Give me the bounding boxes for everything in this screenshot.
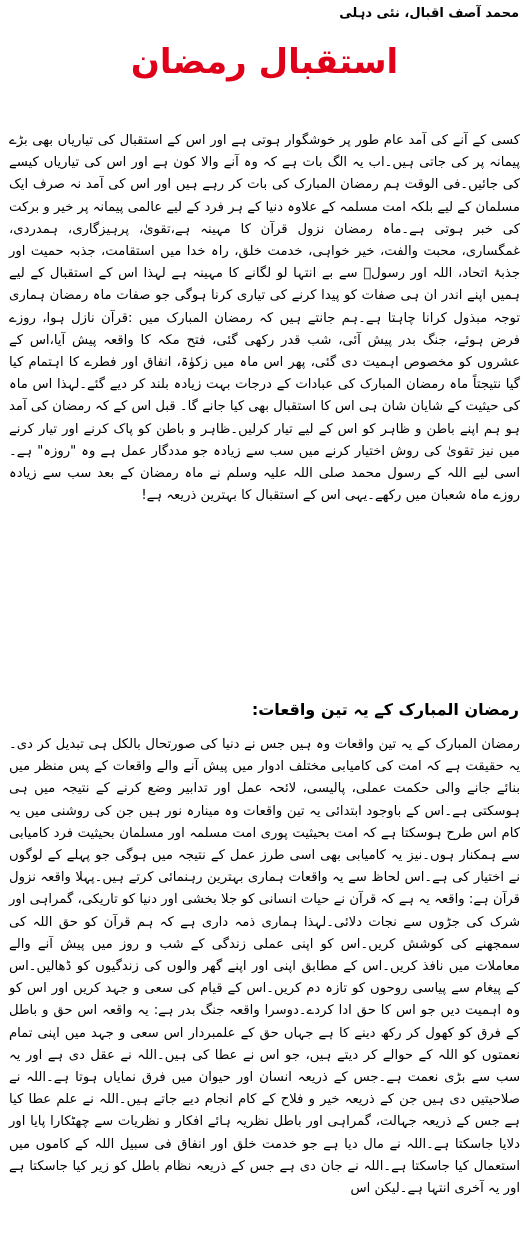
author-byline: محمد آصف اقبال، نئی دہلی	[339, 6, 519, 21]
page-title: استقبال رمضان	[130, 42, 399, 82]
section-heading: رمضان المبارک کے یہ تین واقعات:	[251, 700, 519, 719]
article-paragraph-events	[9, 734, 520, 1200]
paragraph-text: رمضان المبارک کے یہ تین واقعات وہ ہیں جس نے دنیا کی صورتحال بالکل ہی تبدیل کر دی۔یہ حقیقت ہے کہ امت کی کامیابی مختلف ادوار میں پیش آنے والے واقعات کے پس منظر میں بنائے جانے والی حکمت عملی، پالیسی، لائحہ عمل اور تدابیر وضع کرنے کے نتیجہ میں ہی ہوسکتی ہے۔اس کے باوجود ابتدائی یہ تین واقعات وہ مینارہ نور ہیں جن کی روشنی میں یہ کام اس طرح ہوسکتا ہے کہ امت بحیثیت پوری امت مسلمہ اور مسلمان بحیثیت فرد کامیابی سے ہمکنار ہوں۔نیز یہ کامیابی بھی اسی طرز عمل کے نتیجہ میں ہوگی جو پہلے کے لوگوں نے اختیار کی ہے۔اس لحاظ سے یہ واقعات ہماری بہترین رہنمائی کرتے ہیں۔پہلا واقعہ نزول قرآن ہے: واقعہ یہ ہے کہ قرآن نے حیات انسانی کو جلا بخشی اور دنیا کو تاریکی، گمراہی اور شرک کی جڑوں سے نجات دلائی۔لہذا ہماری ذمہ داری ہے کہ ہم قرآن کو حق اللہ کی سمجھنے کی کوشش کریں۔اس کو اپنی عملی زندگی کے شب و روز میں پیش آنے والے معاملات میں نافذ کریں۔اس کے مطابق اپنی اور اپنے گھر والوں کی زندگیوں کو ڈھالیں۔اس کے پیغام سے پیاسی روحوں کو تازہ دم کریں۔اس کے قیام کی سعی و جہد کریں اور اس کو وہ اہمیت دیں جو اس کا حق ادا کردے۔دوسرا واقعہ جنگ بدر ہے: یہ واقعہ اس حق و باطل کے فرق کو کھول کر رکھ دینے کا ہے جہاں حق کے علمبردار اس سعی و جہد میں اپنی تمام نعمتوں کو اللہ کے حوالے کر دیتے ہیں، جو اس نے عطا کی ہیں۔اللہ نے عقل دی ہے اور یہ سب سے بڑی نعمت ہے۔جس کے ذریعہ انسان اور حیوان میں فرق نمایاں ہوتا ہے۔اللہ نے صلاحیتیں دی ہیں جن کے ذریعہ خیر و فلاح کے کام انجام دیے جاتے ہیں۔اللہ نے علم عطا کیا ہے جس کے ذریعہ جہالت، گمراہی اور باطل نظریہ ہائے افکار و نظریات سے چھٹکارا پایا اور دلایا جاسکتا ہے۔اللہ نے مال دیا ہے جو خدمت خلق اور انفاق فی سبیل اللہ کے کاموں میں استعمال کیا جاسکتا ہے۔اللہ نے جان دی ہے جس کے ذریعہ نظام باطل کو زیر کیا جاسکتا ہے اور یہ آخری انتہا ہے۔لیکن اس	[9, 737, 520, 1197]
article-paragraph-intro	[9, 130, 520, 507]
paragraph-text: کسی کے آنے کی آمد عام طور پر خوشگوار ہوتی ہے اور اس کے استقبال کی تیاریاں بھی بڑے پیمانہ پر کی جاتی ہیں۔اب یہ الگ بات ہے کہ وہ آنے والا کون ہے اور اس کی تیاریاں کیسے کی جائیں۔فی الوقت ہم رمضان المبارک کی بات کر رہے ہیں اور اس کی آمد نہ صرف ایک مسلمان کے لیے بلکہ امت مسلمہ کے علاوہ دنیا کے ہر فرد کے لیے عالمی پیمانہ پر خیر و برکت کی خبر ہوتی ہے۔ماہ رمضان نزول قرآن کا مہینہ ہے،تقویٰ، پرہیزگاری، ہمدردی، غمگساری، محبت والفت، خیر خواہی، خدمت خلق، راہ خدا میں استقامت، جذبہ حمیت اور جذبۂ اتحاد، اللہ اور رسولؐ سے بے انتہا لو لگانے کا مہینہ ہے لہذا اس کے استقبال کے لیے ہمیں اپنے اندر ان ہی صفات کو پیدا کرنے کی تیاری کرنا ہوگی جو صفات ماہ رمضان ہماری توجہ مبذول کرانا چاہتا ہے۔ہم جانتے ہیں کہ رمضان المبارک میں :قرآن نازل ہوا، روزے فرض ہوئے، جنگ بدر پیش آئی، شب قدر رکھی گئی، فتح مکہ کا واقعہ پیش آیا،اس کے عشروں کو مخصوص اہمیت دی گئی، پھر اس ماہ میں زکوٰۃ، انفاق اور فطرے کا اہتمام کیا گیا نتیجتاً ماہ رمضان المبارک کی عبادات کے درجات بہت زیادہ بلند کر دیے گئے۔لہذا اس ماہ کی حیثیت کے شایان شان ہی اس کا استقبال بھی کیا جانے گا۔ قبل اس کے کہ رمضان کی آمد ہو ہم اپنے باطن و ظاہر کو اس کے لیے تیار کرلیں۔ظاہر و باطن کو پاک کرنے اور تیار کرنے میں نیز تقویٰ کی روش اختیار کرنے میں سب سے زیادہ جو مددگار عمل ہے وہ "روزہ" ہے۔اسی لیے اللہ کے رسول محمد صلی اللہ علیہ وسلم نے ماہ رمضان کے بعد سب سے زیادہ روزے ماہ شعبان میں رکھے۔یہی اس کے استقبال کا بہترین ذریعہ ہے!	[8, 133, 520, 504]
